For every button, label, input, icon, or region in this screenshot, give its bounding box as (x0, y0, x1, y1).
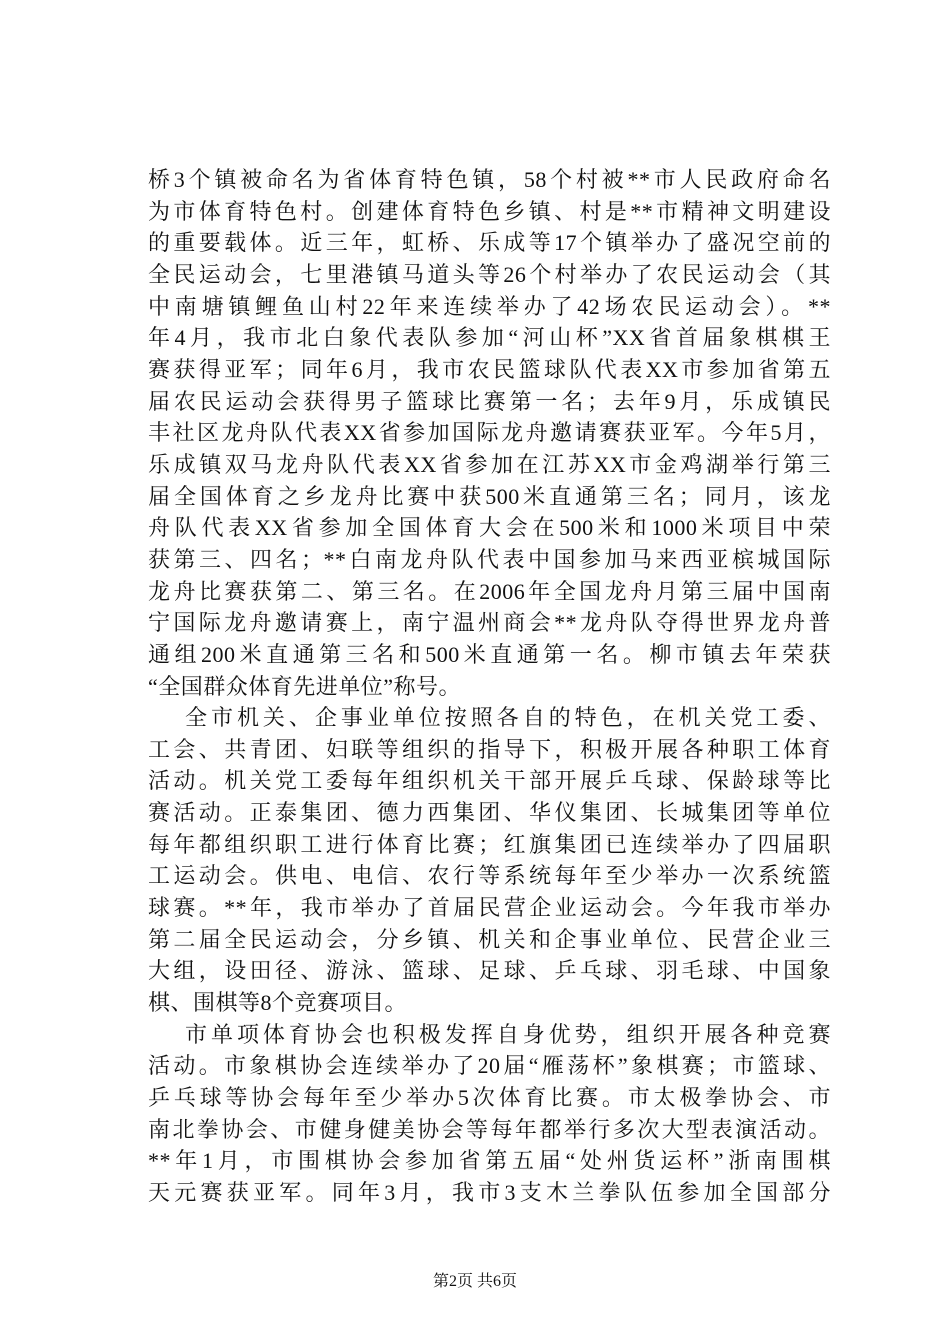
text-line: 活动。市象棋协会连续举办了20届“雁荡杯”象棋赛；市篮球、 (148, 1053, 831, 1079)
text-line: 乒乓球等协会每年至少举办5次体育比赛。市太极拳协会、市 (148, 1085, 831, 1111)
text-line: 通组200米直通第三名和500米直通第一名。柳市镇去年荣获 (148, 641, 831, 667)
page-footer: 第2页 共6页 (432, 1273, 517, 1290)
text-line: 第二届全民运动会，分乡镇、机关和企事业单位、民营企业三 (148, 926, 831, 952)
document-body (148, 164, 831, 1209)
text-line: 届全国体育之乡龙舟比赛中获500米直通第三名；同月，该龙 (148, 483, 831, 509)
text-line: 为市体育特色村。创建体育特色乡镇、村是**市精神文明建设 (148, 198, 831, 224)
text-line: 丰社区龙舟队代表XX省参加国际龙舟邀请赛获亚军。今年5月， (148, 420, 831, 446)
text-line: **年1月，市围棋协会参加省第五届“处州货运杯”浙南围棋 (148, 1148, 831, 1174)
text-line: 获第三、四名；**白南龙舟队代表中国参加马来西亚槟城国际 (148, 546, 831, 572)
text-line: 的重要载体。近三年，虹桥、乐成等17个镇举办了盛况空前的 (148, 230, 831, 256)
text-line: 舟队代表XX省参加全国体育大会在500米和1000米项目中荣 (148, 515, 831, 541)
paragraph (148, 702, 831, 1019)
text-line: 中南塘镇鲤鱼山村22年来连续举办了42场农民运动会）。** (148, 293, 831, 319)
text-line: 届农民运动会获得男子篮球比赛第一名；去年9月，乐成镇民 (148, 388, 831, 414)
text-line: 市单项体育协会也积极发挥自身优势，组织开展各种竞赛 (185, 1021, 831, 1047)
text-line: 宁国际龙舟邀请赛上，南宁温州商会**龙舟队夺得世界龙舟普 (148, 610, 831, 636)
text-line: 大组，设田径、游泳、篮球、足球、乒乓球、羽毛球、中国象 (148, 958, 831, 984)
text-line: 桥3个镇被命名为省体育特色镇，58个村被**市人民政府命名 (148, 167, 831, 192)
text-line: 年4月，我市北白象代表队参加“河山杯”XX省首届象棋棋王 (148, 325, 831, 351)
text-line: 工会、共青团、妇联等组织的指导下，积极开展各种职工体育 (148, 736, 831, 762)
text-line: “全国群众体育先进单位”称号。 (148, 673, 462, 699)
text-line: 赛活动。正泰集团、德力西集团、华仪集团、长城集团等单位 (148, 800, 831, 826)
text-line: 天元赛获亚军。同年3月，我市3支木兰拳队伍参加全国部分 (148, 1180, 831, 1205)
text-line: 全民运动会，七里港镇马道头等26个村举办了农民运动会（其 (148, 261, 831, 287)
text-line: 活动。机关党工委每年组织机关干部开展乒乓球、保龄球等比 (148, 768, 831, 794)
text-line: 棋、围棋等8个竞赛项目。 (148, 990, 408, 1016)
text-line: 赛获得亚军；同年6月，我市农民篮球队代表XX市参加省第五 (148, 356, 831, 382)
text-line: 每年都组织职工进行体育比赛；红旗集团已连续举办了四届职 (148, 831, 831, 857)
text-line: 南北拳协会、市健身健美协会等每年都举行多次大型表演活动。 (148, 1116, 831, 1142)
paragraph (148, 1019, 831, 1209)
text-line: 球赛。**年，我市举办了首届民营企业运动会。今年我市举办 (148, 895, 831, 921)
text-line: 乐成镇双马龙舟队代表XX省参加在江苏XX市金鸡湖举行第三 (148, 451, 831, 477)
paragraph (148, 164, 831, 702)
text-line: 龙舟比赛获第二、第三名。在2006年全国龙舟月第三届中国南 (148, 578, 831, 604)
text-line: 工运动会。供电、电信、农行等系统每年至少举办一次系统篮 (148, 863, 831, 889)
text-line: 全市机关、企事业单位按照各自的特色，在机关党工委、 (185, 705, 831, 731)
